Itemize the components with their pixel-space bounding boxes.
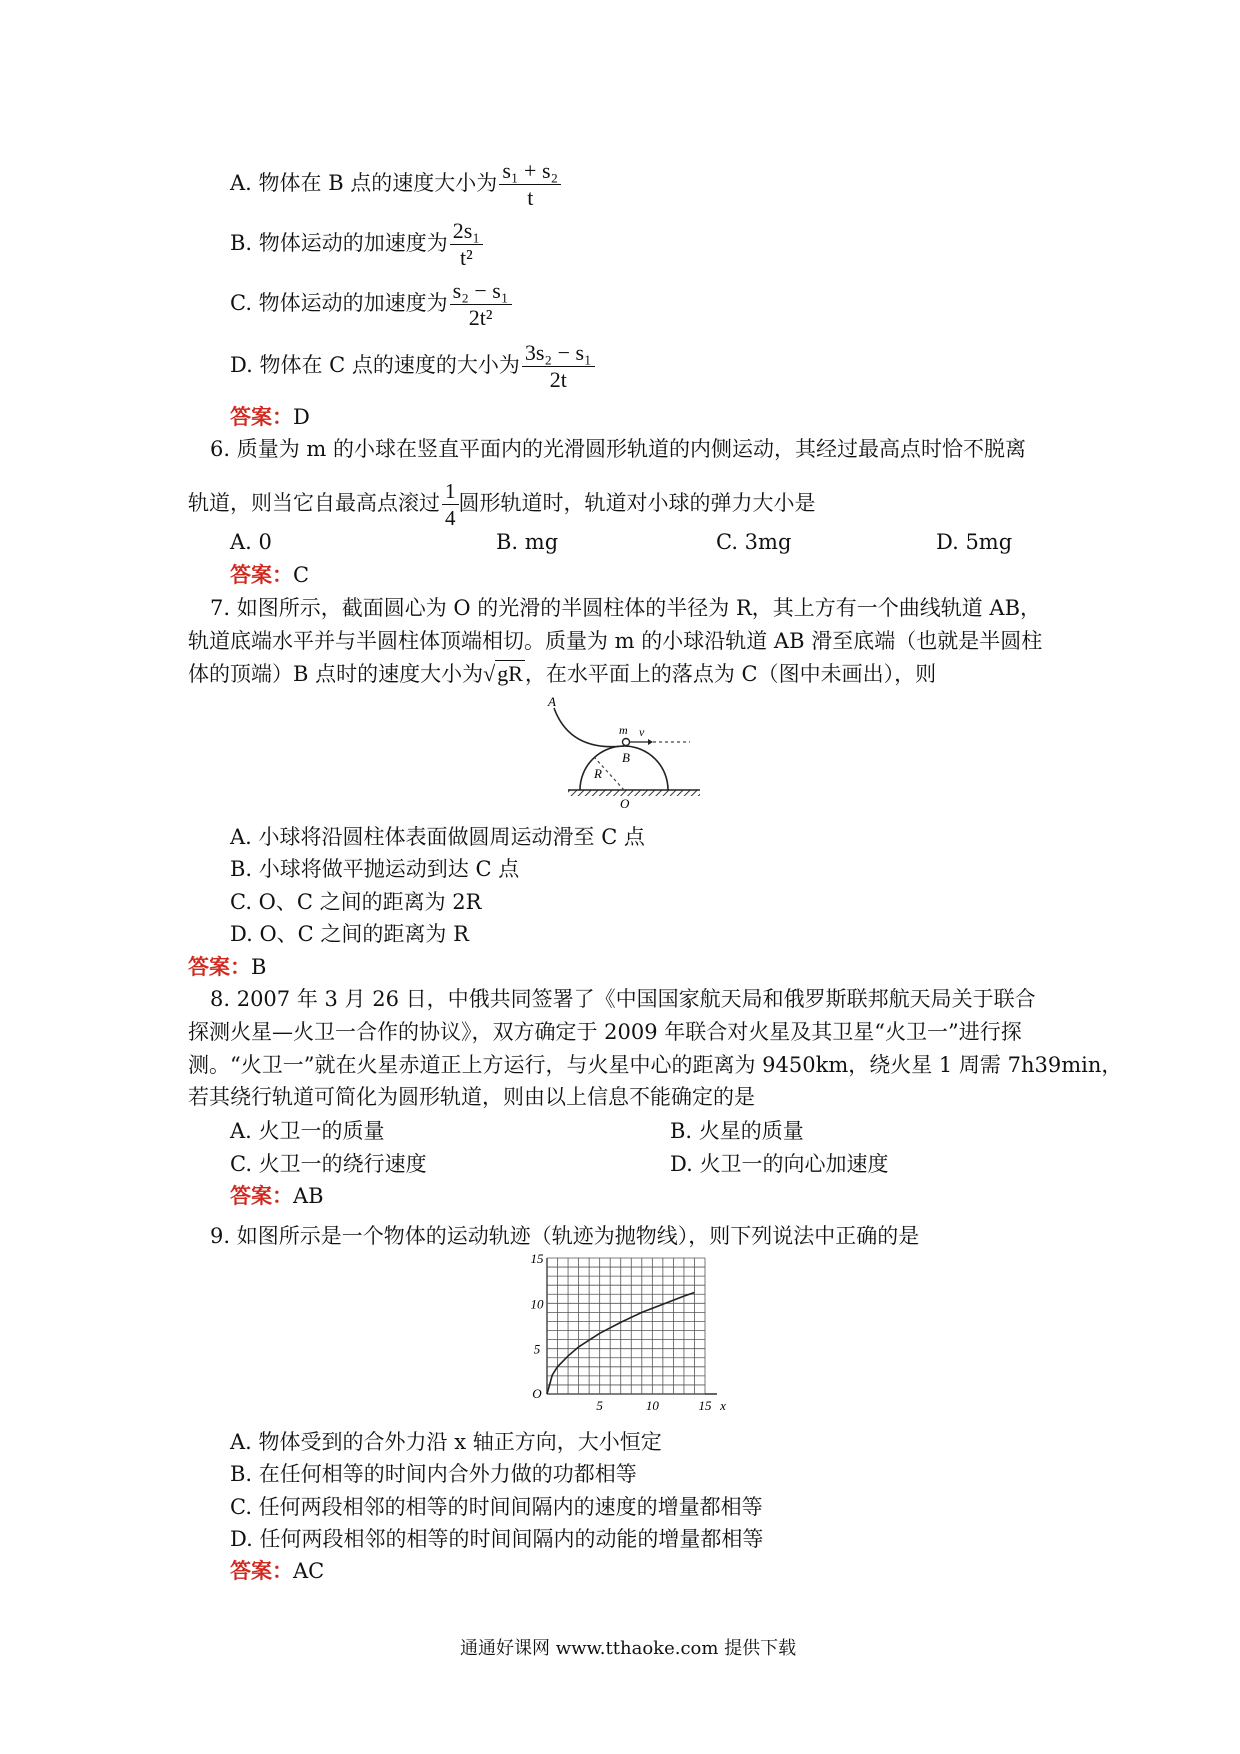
q6-stem-line1: 6. 质量为 m 的小球在竖直平面内的光滑圆形轨道的内侧运动，其经过最高点时恰不脱离 bbox=[210, 437, 1026, 461]
q6-option-d: D. 5mg bbox=[936, 530, 1013, 554]
label-m: m bbox=[619, 723, 628, 737]
answer-value: AB bbox=[293, 1184, 324, 1208]
q6-stem-text: 轨道，则当它自最高点滚过 bbox=[188, 491, 440, 515]
label-o: O bbox=[620, 796, 630, 811]
ground-hatch bbox=[568, 790, 700, 796]
chart-grid bbox=[547, 1258, 717, 1394]
q9-option-c: C. 任何两段相邻的相等的时间间隔内的速度的增量都相等 bbox=[230, 1495, 763, 1519]
curved-track-ab bbox=[554, 708, 624, 747]
y-tick-label: 15 bbox=[530, 1254, 544, 1266]
answer-label: 答案： bbox=[230, 1183, 293, 1208]
q7-option-a: A. 小球将沿圆柱体表面做圆周运动滑至 C 点 bbox=[230, 825, 645, 849]
answer-label: 答案： bbox=[230, 562, 293, 587]
q5-option-a bbox=[230, 158, 561, 211]
q7-answer bbox=[188, 952, 266, 982]
fraction-numerator: 1 bbox=[442, 478, 459, 505]
q7-stem-text: 体的顶端）B 点时的速度大小为 bbox=[188, 662, 484, 686]
q7-figure-half-cylinder bbox=[540, 692, 710, 812]
label-a: A bbox=[548, 694, 556, 709]
q9-option-a: A. 物体受到的合外力沿 x 轴正方向，大小恒定 bbox=[230, 1430, 662, 1454]
label-b: B bbox=[622, 750, 630, 765]
q6-option-b: B. mg bbox=[496, 530, 559, 554]
x-axis-label: x bbox=[720, 1398, 726, 1413]
q5-option-d-text: D. 物体在 C 点的速度的大小为 bbox=[230, 353, 520, 377]
ball bbox=[623, 739, 630, 746]
q7-stem-line2: 轨道底端水平并与半圆柱体顶端相切。质量为 m 的小球沿轨道 AB 滑至底端（也就是半圆柱 bbox=[188, 629, 1043, 653]
q8-stem-line3: 测。“火卫一”就在火星赤道正上方运行，与火星中心的距离为 9450km，绕火星 1 周需 7h39min， bbox=[188, 1053, 1123, 1077]
q8-stem-line2: 探测火星—火卫一合作的协议》，双方确定于 2009 年联合对火星及其卫星“火卫一”进行探 bbox=[188, 1020, 1022, 1044]
sqrt-radicand: gR bbox=[497, 661, 523, 686]
q9-answer bbox=[230, 1556, 324, 1586]
q9-option-b: B. 在任何相等的时间内合外力做的功都相等 bbox=[230, 1462, 637, 1486]
q6-stem-text: 圆形轨道时，轨道对小球的弹力大小是 bbox=[458, 491, 816, 515]
answer-value: AC bbox=[293, 1559, 325, 1583]
q5-option-b bbox=[230, 218, 483, 271]
answer-label: 答案： bbox=[230, 404, 293, 429]
answer-value: B bbox=[251, 955, 267, 979]
q5-option-c bbox=[230, 278, 512, 331]
sqrt-gr: √gR bbox=[483, 661, 523, 686]
q5-option-a-text: A. 物体在 B 点的速度大小为 bbox=[230, 171, 498, 195]
fraction-numerator: s₂ − s₁ bbox=[450, 278, 512, 305]
chart-tick-labels bbox=[531, 1254, 727, 1413]
q6-option-a: A. 0 bbox=[230, 530, 272, 554]
q5-option-d-fraction bbox=[522, 340, 595, 393]
x-tick-label: 5 bbox=[596, 1398, 603, 1413]
q5-option-d bbox=[230, 340, 595, 393]
velocity-arrowhead bbox=[648, 739, 653, 745]
fraction-denominator: 4 bbox=[445, 506, 456, 530]
q6-fraction bbox=[442, 478, 459, 531]
x-tick-label: 10 bbox=[645, 1398, 659, 1413]
answer-label: 答案： bbox=[188, 954, 251, 979]
q7-stem-text: ，在水平面上的落点为 C（图中未画出），则 bbox=[524, 662, 937, 686]
fraction-denominator: 2t bbox=[549, 367, 567, 392]
q8-stem-line1: 8. 2007 年 3 月 26 日，中俄共同签署了《中国国家航天局和俄罗斯联邦航天局关于联合 bbox=[210, 987, 1036, 1011]
q8-option-a: A. 火卫一的质量 bbox=[230, 1119, 385, 1143]
q5-option-c-text: C. 物体运动的加速度为 bbox=[230, 291, 448, 315]
answer-value: C bbox=[293, 563, 310, 587]
fraction-denominator: 2t² bbox=[468, 305, 493, 330]
origin-label: O bbox=[532, 1386, 542, 1401]
x-tick-label: 15 bbox=[698, 1398, 712, 1413]
q5-option-b-fraction bbox=[450, 218, 483, 271]
page-footer: 通通好课网 www.tthaoke.com 提供下载 bbox=[460, 1638, 797, 1659]
q8-option-c: C. 火卫一的绕行速度 bbox=[230, 1152, 427, 1176]
q7-option-c: C. O、C 之间的距离为 2R bbox=[230, 890, 482, 914]
label-r: R bbox=[594, 766, 602, 781]
y-tick-label: 10 bbox=[530, 1296, 544, 1312]
label-v: v bbox=[639, 725, 645, 739]
q5-option-a-fraction bbox=[499, 158, 561, 211]
q6-stem-line2 bbox=[188, 478, 816, 531]
q8-option-d: D. 火卫一的向心加速度 bbox=[670, 1152, 889, 1176]
q8-option-b: B. 火星的质量 bbox=[670, 1119, 804, 1143]
q9-stem-line1: 9. 如图所示是一个物体的运动轨迹（轨迹为抛物线），则下列说法中正确的是 bbox=[210, 1224, 920, 1248]
fraction-denominator: t² bbox=[460, 245, 473, 270]
q7-stem-line3 bbox=[188, 659, 936, 689]
q6-option-c: C. 3mg bbox=[716, 530, 792, 554]
q6-answer bbox=[230, 560, 309, 590]
q8-answer bbox=[230, 1181, 324, 1211]
q5-option-c-fraction bbox=[450, 278, 512, 331]
q8-stem-line4: 若其绕行轨道可简化为圆形轨道，则由以上信息不能确定的是 bbox=[188, 1085, 755, 1109]
fraction-numerator: 3s₂ − s₁ bbox=[522, 340, 595, 367]
q7-option-b: B. 小球将做平抛运动到达 C 点 bbox=[230, 857, 520, 881]
fraction-denominator: t bbox=[527, 185, 534, 210]
q5-option-b-text: B. 物体运动的加速度为 bbox=[230, 231, 448, 255]
q7-option-d: D. O、C 之间的距离为 R bbox=[230, 922, 469, 946]
q9-option-d: D. 任何两段相邻的相等的时间间隔内的动能的增量都相等 bbox=[230, 1527, 764, 1551]
q5-answer bbox=[230, 402, 310, 432]
fraction-numerator: s₁ + s₂ bbox=[499, 158, 561, 185]
q9-trajectory-chart bbox=[525, 1254, 730, 1416]
answer-label: 答案： bbox=[230, 1558, 293, 1583]
fraction-numerator: 2s₁ bbox=[450, 218, 483, 245]
q7-stem-line1: 7. 如图所示，截面圆心为 O 的光滑的半圆柱体的半径为 R，其上方有一个曲线轨道 AB， bbox=[210, 596, 1042, 620]
y-tick-label: 5 bbox=[533, 1341, 541, 1357]
answer-value: D bbox=[293, 405, 310, 429]
